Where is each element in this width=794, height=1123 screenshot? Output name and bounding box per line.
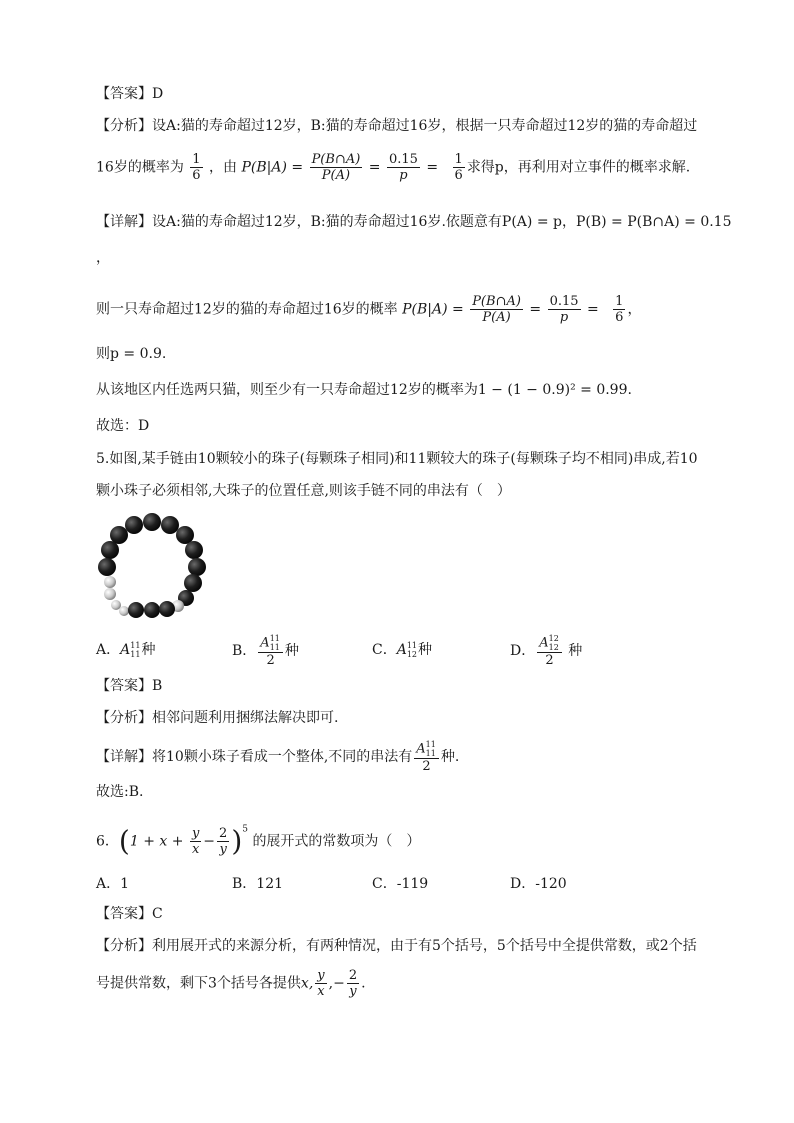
detail-text: ， xyxy=(96,250,110,266)
detail-text: 设A:猫的寿命超过12岁，B:猫的寿命超过16岁.依题意有P(A) = p，P(B) = P(B∩A) = 0.15 xyxy=(152,214,732,230)
fraction: A 12 12 2 xyxy=(537,634,562,668)
subscript: 11 xyxy=(130,650,141,659)
denominator: 2 xyxy=(545,653,554,668)
detail-line-5b xyxy=(96,782,143,802)
option-c[interactable] xyxy=(372,874,428,894)
analysis-line-6b xyxy=(96,968,366,999)
superscript: 11 xyxy=(425,740,436,749)
formula: P(B|A) = xyxy=(402,301,464,318)
option-c[interactable]: C．A 11 12 种 xyxy=(372,641,433,659)
answer-line-6 xyxy=(96,904,163,924)
fraction xyxy=(453,152,465,183)
denominator: 2 xyxy=(266,653,275,668)
period: . xyxy=(361,975,366,992)
numerator: P(B∩A) xyxy=(472,294,521,309)
option-d[interactable] xyxy=(510,634,582,668)
separator: ,− xyxy=(328,975,345,992)
detail-text: 则一只寿命超过12岁的猫的寿命超过16岁的概率 xyxy=(96,301,398,318)
analysis-line-4b xyxy=(96,152,690,183)
option-unit: 种 xyxy=(141,642,156,658)
exponent: 5 xyxy=(242,824,248,835)
answer-value: D xyxy=(152,86,164,102)
option-text: D．-120 xyxy=(510,876,567,892)
question-6: 6．(1 + x + $\frac{y}{x}$ − $\frac{2}{y}$ )$^5$ 的展开式的常数项为（ ） xyxy=(96,824,421,858)
denominator: x xyxy=(317,984,325,999)
analysis-text: ，由 xyxy=(209,159,238,176)
question-5-line1 xyxy=(96,449,698,469)
denominator: P(A) xyxy=(482,310,511,325)
denominator: 2 xyxy=(422,759,431,774)
detail-text: 种. xyxy=(440,749,460,765)
fraction xyxy=(190,152,202,183)
option-unit: 种 xyxy=(568,643,583,659)
detail-text: 故选：D xyxy=(96,418,150,434)
detail-text: ， xyxy=(627,301,642,318)
subscript: 12 xyxy=(406,650,418,659)
equals: = xyxy=(426,159,439,176)
analysis-text: 16岁的概率为 xyxy=(96,159,184,176)
subscript: 11 xyxy=(425,749,436,758)
equals: = xyxy=(368,159,381,176)
numerator: 1 xyxy=(192,152,201,167)
fraction xyxy=(347,968,359,999)
analysis-text: 求得p，再利用对立事件的概率求解. xyxy=(466,159,691,176)
option-text: B．121 xyxy=(232,876,284,892)
option-unit: 种 xyxy=(284,643,299,659)
fraction: A 11 11 2 xyxy=(258,634,283,668)
fraction xyxy=(548,294,581,325)
fraction: A 11 11 2 xyxy=(414,740,439,774)
answer-line-5 xyxy=(96,676,162,696)
superscript: 12 xyxy=(548,634,559,643)
detail-tag: 【详解】 xyxy=(96,214,152,230)
fraction xyxy=(315,968,326,999)
denominator: p xyxy=(559,310,569,325)
answer-line-4 xyxy=(96,84,163,104)
numerator: P(B∩A) xyxy=(311,152,361,167)
detail-text: 故选:B. xyxy=(96,784,144,800)
option-b[interactable] xyxy=(232,634,299,668)
detail-line-4c: 则一只寿命超过12岁的猫的寿命超过16岁的概率 P(B|A) = $\frac{P(B\cap A)}{P(A)}$ = $\frac{0.15}{p}$ = $\frac{1}{6}$ ， xyxy=(96,294,642,325)
question-text: 5.如图,某手链由10颗较小的珠子(每颗珠子相同)和11颗较大的珠子(每颗珠子均不相同)串成,若10 xyxy=(96,451,698,467)
question-5-line2 xyxy=(96,481,511,501)
bracelet-beads xyxy=(98,513,206,618)
denominator: y xyxy=(219,842,227,857)
analysis-line-5 xyxy=(96,708,338,728)
subscript: 12 xyxy=(548,643,559,652)
option-unit: 种 xyxy=(418,642,433,658)
option-text: A．1 xyxy=(96,876,130,892)
fraction xyxy=(387,152,420,183)
fraction xyxy=(470,294,523,325)
numerator: 0.15 xyxy=(549,294,579,309)
subscript: 11 xyxy=(269,643,280,652)
option-label: C． xyxy=(372,642,397,658)
detail-tag: 【详解】 xyxy=(96,749,152,765)
option-d[interactable] xyxy=(510,874,567,894)
detail-text: 从该地区内任选两只猫，则至少有一只寿命超过12岁的概率为1 − (1 − 0.9)² = 0.99. xyxy=(96,382,632,398)
detail-line-4e xyxy=(96,380,632,400)
formula: 1 + x + xyxy=(129,833,184,850)
analysis-text: 利用展开式的来源分析，有两种情况，由于有5个括号，5个括号中全提供常数，或2个括 xyxy=(152,938,697,954)
analysis-tag: 【分析】 xyxy=(96,118,152,134)
question-text: 的展开式的常数项为（ ） xyxy=(252,833,421,850)
option-a[interactable]: A．A 11 11 种 xyxy=(96,641,156,659)
analysis-line-4a xyxy=(96,116,697,136)
formula: P(B|A) = xyxy=(241,159,304,176)
numerator: y xyxy=(317,968,325,983)
analysis-tag: 【分析】 xyxy=(96,938,152,954)
analysis-tag: 【分析】 xyxy=(96,710,152,726)
analysis-text: 相邻问题利用捆绑法解决即可. xyxy=(152,710,339,726)
denominator: x xyxy=(191,842,200,857)
numerator: 0.15 xyxy=(388,152,418,167)
option-label: B． xyxy=(232,643,257,659)
detail-line-4d xyxy=(96,344,166,364)
detail-text: 则p = 0.9. xyxy=(96,346,167,362)
detail-line-4f xyxy=(96,416,149,436)
detail-line-4b xyxy=(96,248,110,268)
bracelet-image xyxy=(96,510,208,622)
option-a[interactable] xyxy=(96,874,129,894)
answer-value: C xyxy=(152,906,163,922)
formula: x, xyxy=(300,975,314,992)
denominator: 6 xyxy=(615,310,624,325)
answer-tag: 【答案】 xyxy=(96,906,152,922)
minus: − xyxy=(203,833,216,850)
analysis-line-6a xyxy=(96,936,697,956)
denominator: p xyxy=(399,168,408,183)
fraction xyxy=(217,826,229,857)
denominator: 6 xyxy=(454,168,463,183)
superscript: 11 xyxy=(269,634,280,643)
numerator: 2 xyxy=(348,968,358,983)
denominator: 6 xyxy=(192,168,201,183)
answer-tag: 【答案】 xyxy=(96,678,152,694)
fraction xyxy=(310,152,363,183)
denominator: y xyxy=(349,984,357,999)
analysis-text: 设A:猫的寿命超过12岁，B:猫的寿命超过16岁，根据一只寿命超过12岁的猫的寿命超过 xyxy=(152,118,698,134)
analysis-text: 号提供常数，剩下3个括号各提供 xyxy=(96,975,301,992)
question-text: 颗小珠子必须相邻,大珠子的位置任意,则该手链不同的串法有（ ） xyxy=(96,483,511,499)
numerator: 2 xyxy=(219,826,228,841)
denominator: P(A) xyxy=(321,168,351,183)
numerator: 1 xyxy=(454,152,463,167)
detail-line-4a xyxy=(96,212,732,232)
numerator: y xyxy=(191,826,200,841)
answer-value: B xyxy=(152,678,163,694)
option-b[interactable] xyxy=(232,874,283,894)
superscript: 11 xyxy=(406,641,418,650)
answer-tag: 【答案】 xyxy=(96,86,152,102)
question-number: 6． xyxy=(96,833,119,850)
fraction xyxy=(190,826,201,857)
superscript: 11 xyxy=(130,641,141,650)
numerator: 1 xyxy=(615,294,624,309)
option-label: D． xyxy=(510,643,536,659)
detail-line-5 xyxy=(96,740,459,774)
option-text: C．-119 xyxy=(372,876,429,892)
option-label: A． xyxy=(96,642,121,658)
fraction xyxy=(613,294,625,325)
detail-text: 将10颗小珠子看成一个整体,不同的串法有 xyxy=(152,749,413,765)
